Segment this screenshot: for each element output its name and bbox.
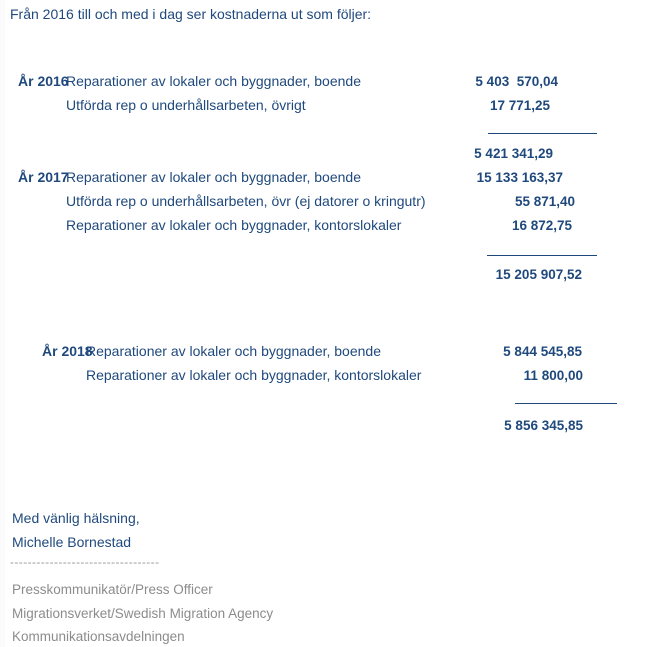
cost-row-label: Utförda rep o underhållsarbeten, övrigt: [66, 97, 306, 113]
cost-row-amount: 55 871,40: [514, 194, 575, 209]
cost-row-amount: 17 771,25: [489, 98, 550, 113]
signature-job-title: Presskommunikatör/Press Officer: [12, 582, 213, 597]
cost-row-amount: 16 872,75: [511, 218, 572, 233]
signature-name: Michelle Bornestad: [12, 534, 132, 550]
signature-divider: ----------------------------------: [10, 555, 160, 569]
cost-row-amount: 5 844 545,85: [503, 344, 582, 359]
cost-row-label: Reparationer av lokaler och byggnader, boende: [86, 343, 381, 359]
year-label-2016: År 2016: [18, 73, 69, 89]
intro-text: Från 2016 till och med i dag ser kostnaderna ut som följer:: [10, 6, 372, 22]
left-margin-strip: [0, 0, 5, 647]
signature-department: Kommunikationsavdelningen: [12, 629, 185, 644]
subtotal-line: [515, 403, 617, 404]
cost-row-label: Utförda rep o underhållsarbeten, övr (ej datorer o kringutr): [66, 193, 426, 209]
year-label-2017: År 2017: [18, 169, 69, 185]
cost-row-amount: 11 800,00: [523, 368, 583, 383]
cost-row-label: Reparationer av lokaler och byggnader, kontorslokaler: [66, 217, 402, 233]
subtotal-line: [488, 133, 597, 134]
signature-closing: Med vänlig hälsning,: [12, 510, 140, 526]
cost-row-label: Reparationer av lokaler och byggnader, boende: [66, 169, 361, 185]
cost-row-amount: 5 403 570,04: [475, 74, 558, 89]
cost-row-label: Reparationer av lokaler och byggnader, boende: [66, 73, 361, 89]
cost-row-label: Reparationer av lokaler och byggnader, kontorslokaler: [86, 367, 422, 383]
cost-row-amount: 15 133 163,37: [476, 170, 563, 185]
subtotal-amount-2016: 5 421 341,29: [474, 146, 553, 161]
subtotal-amount-2017: 15 205 907,52: [495, 267, 582, 282]
subtotal-amount-2018: 5 856 345,85: [504, 418, 583, 433]
year-label-2018: År 2018: [42, 343, 93, 359]
signature-organization: Migrationsverket/Swedish Migration Agency: [12, 606, 274, 621]
subtotal-line: [487, 255, 597, 256]
